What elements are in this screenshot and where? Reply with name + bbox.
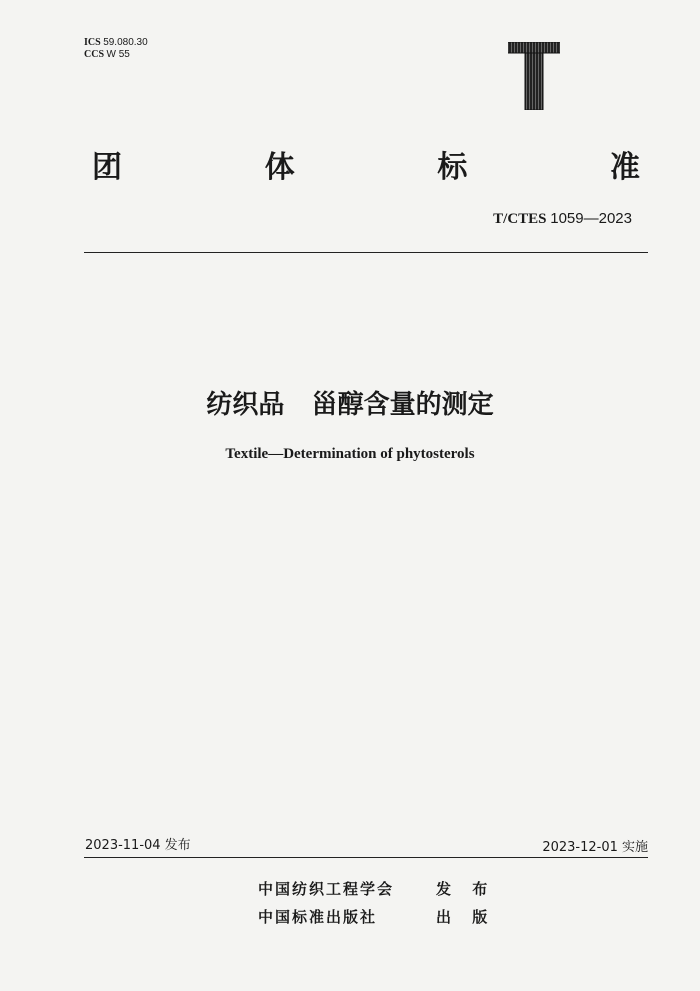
publisher-role: 出 版	[436, 908, 496, 926]
ccs-code: W 55	[106, 49, 130, 60]
standard-type-char: 准	[609, 150, 640, 185]
standard-type-char: 团	[92, 150, 122, 185]
title-chinese: 纺织品 甾醇含量的测定	[206, 390, 494, 420]
issue-date: 2023-11-04 发布	[85, 838, 191, 853]
publisher-row	[258, 906, 498, 927]
publisher-organization: 中国标准出版社	[258, 908, 378, 926]
standard-number	[493, 210, 632, 228]
publisher-organization: 中国纺织工程学会	[258, 880, 395, 898]
ics-code: 59.080.30	[103, 37, 148, 48]
implementation-date: 2023-12-01 实施	[542, 840, 648, 855]
ics-line	[84, 37, 148, 49]
ccs-label: CCS	[84, 49, 105, 60]
publisher-role: 发 布	[436, 880, 496, 898]
standard-type-char: 标	[437, 150, 468, 185]
standard-type-heading	[92, 142, 640, 186]
bottom-divider	[84, 857, 648, 858]
standard-number-prefix: T/CTES	[493, 211, 547, 227]
ccs-line	[84, 49, 148, 61]
publisher-row	[258, 878, 498, 899]
ics-label: ICS	[84, 37, 101, 48]
top-divider	[84, 252, 648, 253]
standard-number-value: 1059—2023	[550, 210, 632, 227]
classification-codes	[84, 37, 148, 61]
letter-t-emblem-icon	[508, 42, 560, 110]
standard-type-char: 体	[264, 150, 295, 185]
title-english: Textile—Determination of phytosterols	[225, 446, 475, 462]
